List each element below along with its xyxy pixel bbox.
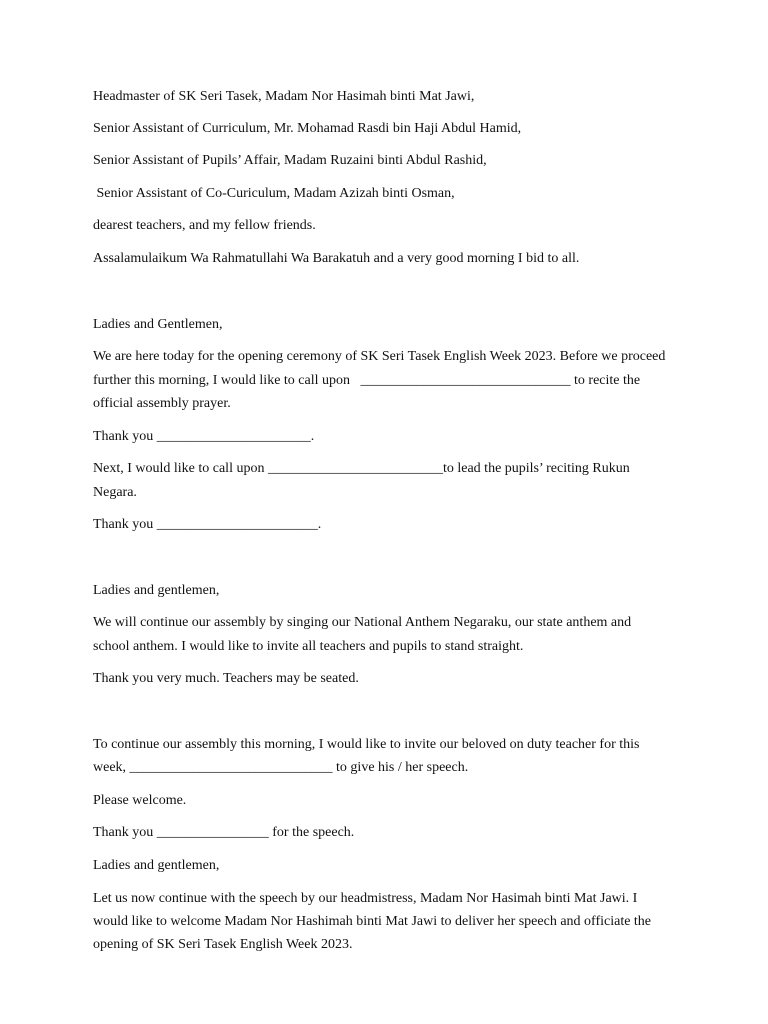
please-welcome: Please welcome. [93,793,187,808]
headmistress-line-1: Let us now continue with the speech by our headmistress, Madam Nor Hasimah binti Mat Jawi. I [93,891,638,906]
thank-you-speech: Thank you ________________ for the speech. [93,825,355,840]
opening-line-2: further this morning, I would like to call upon ______________________________ to recite the [93,373,641,388]
salutation-2: Ladies and gentlemen, [93,583,220,598]
thank-you-prayer: Thank you ______________________. [93,429,315,444]
rukun-negara-line-2: Negara. [93,485,137,500]
greeting-pupils-affair: Senior Assistant of Pupils’ Affair, Madam Ruzaini binti Abdul Rashid, [93,153,487,168]
duty-teacher-line-2: week, _____________________________ to give his / her speech. [93,760,469,775]
salutation-3: Ladies and gentlemen, [93,858,220,873]
greeting-headmaster: Headmaster of SK Seri Tasek, Madam Nor Hasimah binti Mat Jawi, [93,89,475,104]
anthem-line-1: We will continue our assembly by singing our National Anthem Negaraku, our state anthem and [93,615,632,630]
thank-you-rukun: Thank you _______________________. [93,517,322,532]
teachers-seated: Thank you very much. Teachers may be seated. [93,671,359,686]
rukun-negara-line-1: Next, I would like to call upon _________________________to lead the pupils’ reciting Rukun [93,461,630,476]
opening-line-3: official assembly prayer. [93,396,231,411]
anthem-line-2: school anthem. I would like to invite all teachers and pupils to stand straight. [93,639,524,654]
greeting-curriculum: Senior Assistant of Curriculum, Mr. Mohamad Rasdi bin Haji Abdul Hamid, [93,121,522,136]
opening-line-1: We are here today for the opening ceremony of SK Seri Tasek English Week 2023. Before we proceed [93,349,666,364]
headmistress-line-3: opening of SK Seri Tasek English Week 2023. [93,937,353,952]
salutation-1: Ladies and Gentlemen, [93,317,223,332]
greeting-teachers-friends: dearest teachers, and my fellow friends. [93,218,316,233]
headmistress-line-2: would like to welcome Madam Nor Hashimah binti Mat Jawi to deliver her speech and officiate the [93,914,652,929]
greeting-assalamualaikum: Assalamulaikum Wa Rahmatullahi Wa Barakatuh and a very good morning I bid to all. [93,251,580,266]
duty-teacher-line-1: To continue our assembly this morning, I would like to invite our beloved on duty teacher for this [93,737,640,752]
greeting-co-curriculum: Senior Assistant of Co-Curiculum, Madam Azizah binti Osman, [93,186,455,201]
